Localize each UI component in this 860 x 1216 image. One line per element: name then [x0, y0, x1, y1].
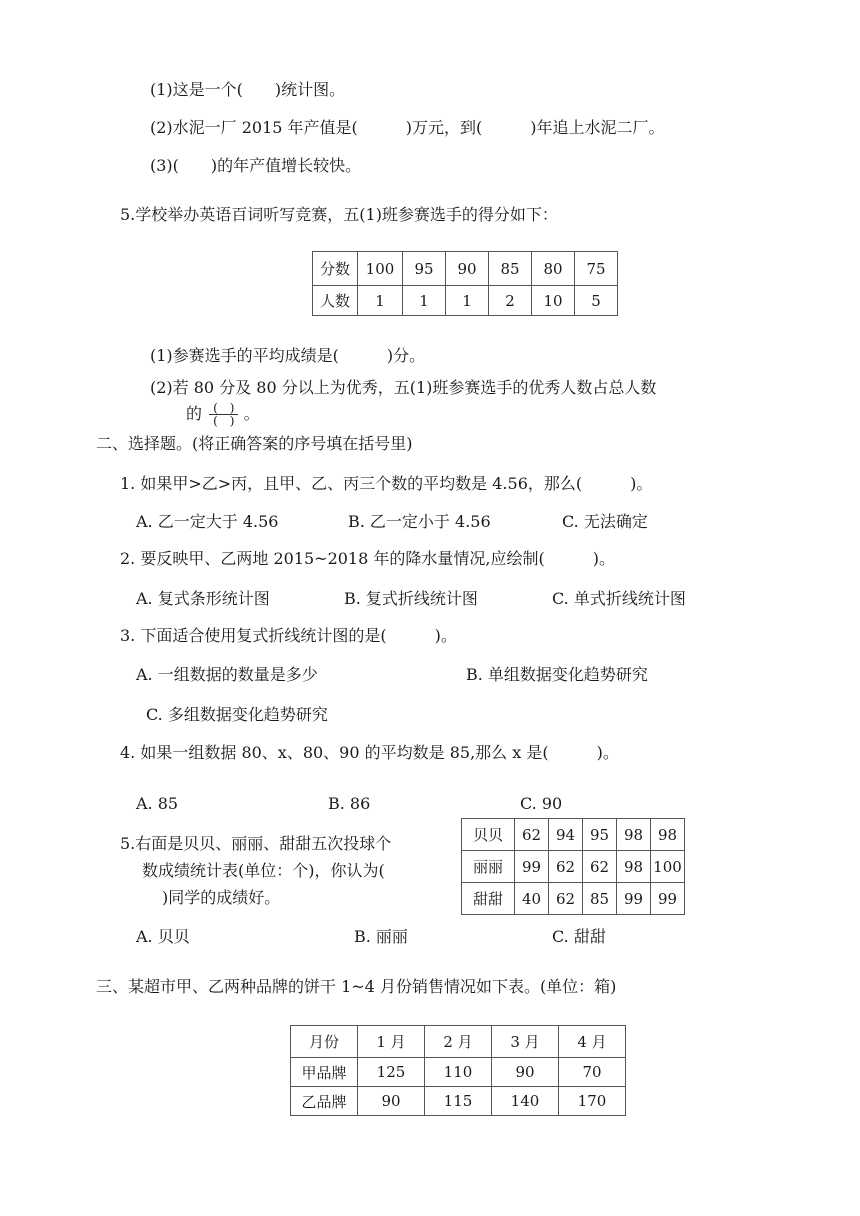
option-a: A. 复式条形统计图: [136, 589, 270, 608]
question-5-text: 5.学校举办英语百词听写竞赛，五(1)班参赛选手的得分如下：: [120, 205, 558, 224]
option-a: A. 一组数据的数量是多少: [136, 665, 318, 684]
table-cell: 110: [425, 1058, 492, 1087]
question-5-part-1: (1)参赛选手的平均成绩是( )分。: [150, 346, 426, 365]
table-cell: 62: [549, 851, 583, 883]
table-cell: 140: [492, 1087, 559, 1116]
question-5-part-2-cont: [186, 402, 260, 427]
table-cell: 90: [492, 1058, 559, 1087]
table-cell: 75: [575, 252, 618, 286]
throw-score-table: [461, 818, 685, 915]
choice-question-5-line-1: 5.右面是贝贝、丽丽、甜甜五次投球个: [120, 834, 392, 853]
question-4-part-1: (1)这是一个( )统计图。: [150, 80, 346, 99]
choice-question-2: 2. 要反映甲、乙两地 2015~2018 年的降水量情况,应绘制( )。: [120, 549, 615, 568]
table-header-cell: 分数: [313, 252, 358, 286]
table-cell: 99: [515, 851, 549, 883]
fraction-suffix: 。: [243, 404, 260, 423]
option-c: C. 无法确定: [562, 512, 648, 531]
choice-question-5-line-3: )同学的成绩好。: [162, 888, 281, 907]
table-cell: 115: [425, 1087, 492, 1116]
option-c: C. 多组数据变化趋势研究: [146, 705, 328, 724]
table-cell: 94: [549, 819, 583, 851]
option-a: A. 乙一定大于 4.56: [136, 512, 279, 531]
choice-question-4: 4. 如果一组数据 80、x、80、90 的平均数是 85,那么 x 是( )。: [120, 743, 619, 762]
table-header-cell: 乙品牌: [291, 1087, 358, 1116]
table-header-cell: 3 月: [492, 1026, 559, 1058]
table-cell: 125: [358, 1058, 425, 1087]
table-cell: 5: [575, 286, 618, 316]
option-a: A. 85: [136, 794, 179, 813]
table-cell: 40: [515, 883, 549, 915]
fraction-numerator: ( ): [209, 402, 238, 415]
option-b: B. 丽丽: [354, 927, 408, 946]
option-c: C. 甜甜: [552, 927, 606, 946]
table-cell: 2: [489, 286, 532, 316]
option-c: C. 90: [520, 794, 563, 813]
option-b: B. 乙一定小于 4.56: [348, 512, 491, 531]
sales-table: [290, 1025, 626, 1116]
table-header-cell: 2 月: [425, 1026, 492, 1058]
table-cell: 70: [559, 1058, 626, 1087]
option-b: B. 复式折线统计图: [344, 589, 478, 608]
table-cell: 98: [617, 819, 651, 851]
table-header-cell: 甜甜: [462, 883, 515, 915]
question-4-part-2: (2)水泥一厂 2015 年产值是( )万元，到( )年追上水泥二厂。: [150, 118, 665, 137]
table-cell: 170: [559, 1087, 626, 1116]
table-header-cell: 人数: [313, 286, 358, 316]
table-header-cell: 贝贝: [462, 819, 515, 851]
section-2-title: 二、选择题。(将正确答案的序号填在括号里): [96, 434, 413, 453]
table-cell: 1: [358, 286, 403, 316]
option-a: A. 贝贝: [136, 927, 190, 946]
table-header-cell: 丽丽: [462, 851, 515, 883]
option-b: B. 单组数据变化趋势研究: [466, 665, 648, 684]
table-cell: 100: [651, 851, 685, 883]
question-5-part-2: (2)若 80 分及 80 分以上为优秀，五(1)班参赛选手的优秀人数占总人数: [150, 378, 657, 397]
table-cell: 99: [617, 883, 651, 915]
table-cell: 100: [358, 252, 403, 286]
fraction-denominator: ( ): [213, 414, 235, 428]
table-cell: 85: [489, 252, 532, 286]
table-cell: 1: [446, 286, 489, 316]
table-header-cell: 4 月: [559, 1026, 626, 1058]
choice-question-1: 1. 如果甲>乙>丙，且甲、乙、丙三个数的平均数是 4.56，那么( )。: [120, 474, 653, 493]
table-header-cell: 甲品牌: [291, 1058, 358, 1087]
table-cell: 62: [515, 819, 549, 851]
section-3-title: 三、某超市甲、乙两种品牌的饼干 1~4 月份销售情况如下表。(单位：箱): [96, 977, 617, 996]
table-cell: 99: [651, 883, 685, 915]
table-cell: 1: [403, 286, 446, 316]
table-cell: 98: [617, 851, 651, 883]
table-header-cell: 月份: [291, 1026, 358, 1058]
fraction-blank: [209, 402, 238, 427]
table-cell: 95: [403, 252, 446, 286]
table-header-cell: 1 月: [358, 1026, 425, 1058]
score-table: [312, 251, 618, 316]
option-c: C. 单式折线统计图: [552, 589, 686, 608]
choice-question-5-line-2: 数成绩统计表(单位：个)，你认为(: [142, 861, 385, 880]
table-cell: 80: [532, 252, 575, 286]
table-cell: 62: [549, 883, 583, 915]
question-4-part-3: (3)( )的年产值增长较快。: [150, 156, 362, 175]
fraction-prefix: 的: [186, 404, 203, 423]
table-cell: 62: [583, 851, 617, 883]
table-cell: 98: [651, 819, 685, 851]
table-cell: 10: [532, 286, 575, 316]
table-cell: 90: [446, 252, 489, 286]
table-cell: 95: [583, 819, 617, 851]
table-cell: 90: [358, 1087, 425, 1116]
table-cell: 85: [583, 883, 617, 915]
option-b: B. 86: [328, 794, 371, 813]
choice-question-3: 3. 下面适合使用复式折线统计图的是( )。: [120, 626, 457, 645]
